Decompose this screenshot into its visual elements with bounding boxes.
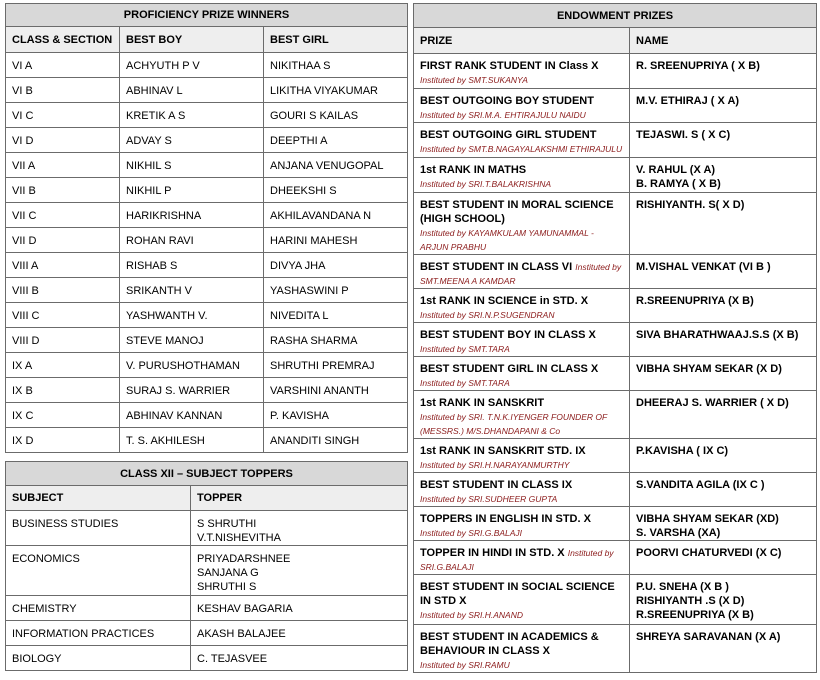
best-girl-cell: LIKITHA VIYAKUMAR bbox=[264, 78, 408, 103]
best-girl-cell: NIKITHAA S bbox=[264, 53, 408, 78]
winner-name: POORVI CHATURVEDI (X C) bbox=[636, 547, 782, 559]
winner-name: VIBHA SHYAM SEKAR (X D) bbox=[636, 363, 782, 375]
instituted-by: Instituted by SRI.H.ANAND bbox=[420, 610, 523, 620]
winner-name: S.VANDITA AGILA (IX C ) bbox=[636, 479, 765, 491]
instituted-by: Instituted by SMT.B.NAGAYALAKSHMI ETHIRAJULU bbox=[420, 144, 623, 154]
best-boy-cell: ACHYUTH P V bbox=[120, 53, 264, 78]
prize-cell bbox=[414, 323, 630, 357]
winner-name: M.VISHAL VENKAT (VI B ) bbox=[636, 261, 771, 273]
winner-cell bbox=[630, 625, 817, 673]
prize-title: BEST OUTGOING GIRL STUDENT bbox=[420, 129, 597, 141]
best-boy-cell: HARIKRISHNA bbox=[120, 203, 264, 228]
prize-cell bbox=[414, 89, 630, 123]
table-row bbox=[6, 303, 408, 328]
winner-cell bbox=[630, 54, 817, 89]
prize-title: TOPPERS IN ENGLISH IN STD. X bbox=[420, 513, 591, 525]
proficiency-prize-table bbox=[5, 3, 408, 453]
class-section-cell: VIII B bbox=[6, 278, 120, 303]
winner-name: SHREYA SARAVANAN (X A) bbox=[636, 631, 781, 643]
instituted-by: Instituted by SRI.H.NARAYANMURTHY bbox=[420, 460, 570, 470]
table-row bbox=[414, 289, 817, 323]
class-xii-title: CLASS XII – SUBJECT TOPPERS bbox=[6, 462, 408, 486]
topper-name: C. TEJASVEE bbox=[197, 653, 268, 665]
winner-name: RISHIYANTH .S (X D) bbox=[636, 595, 745, 607]
instituted-by: Instituted by SRI.N.P.SUGENDRAN bbox=[420, 310, 555, 320]
instituted-by: Instituted by SRI.G.BALAJI bbox=[420, 548, 614, 572]
col-topper: TOPPER bbox=[191, 486, 408, 511]
winner-name: V. RAHUL (X A) bbox=[636, 164, 716, 176]
table-row bbox=[6, 253, 408, 278]
winner-name: P.KAVISHA ( IX C) bbox=[636, 445, 729, 457]
prize-title: TOPPER IN HINDI IN STD. X bbox=[420, 547, 565, 559]
table-row bbox=[414, 391, 817, 439]
prize-title: BEST STUDENT GIRL IN CLASS X bbox=[420, 363, 599, 375]
table-row bbox=[6, 403, 408, 428]
best-boy-cell: NIKHIL S bbox=[120, 153, 264, 178]
winner-cell bbox=[630, 507, 817, 541]
table-row bbox=[414, 255, 817, 289]
instituted-by: Instituted by SMT.TARA bbox=[420, 344, 510, 354]
table-row bbox=[414, 625, 817, 673]
table-row bbox=[6, 621, 408, 646]
best-girl-cell: SHRUTHI PREMRAJ bbox=[264, 353, 408, 378]
prize-title: BEST STUDENT IN MORAL SCIENCE (HIGH SCHOOL) bbox=[420, 199, 614, 225]
best-boy-cell: ABHINAV KANNAN bbox=[120, 403, 264, 428]
best-girl-cell: AKHILAVANDANA N bbox=[264, 203, 408, 228]
col-class-section: CLASS & SECTION bbox=[6, 27, 120, 53]
table-row bbox=[6, 378, 408, 403]
endowment-title: ENDOWMENT PRIZES bbox=[414, 4, 817, 28]
class-section-cell: VI B bbox=[6, 78, 120, 103]
prize-title: BEST STUDENT IN CLASS VI bbox=[420, 261, 573, 273]
winner-cell bbox=[630, 575, 817, 625]
class-section-cell: VIII D bbox=[6, 328, 120, 353]
class-section-cell: IX B bbox=[6, 378, 120, 403]
class-section-cell: VI A bbox=[6, 53, 120, 78]
prize-cell bbox=[414, 289, 630, 323]
best-girl-cell: NIVEDITA L bbox=[264, 303, 408, 328]
best-boy-cell: KRETIK A S bbox=[120, 103, 264, 128]
class-section-cell: VI D bbox=[6, 128, 120, 153]
winner-name: R. SREENUPRIYA ( X B) bbox=[636, 60, 760, 72]
table-row bbox=[6, 153, 408, 178]
endowment-prizes-table bbox=[413, 3, 817, 673]
winner-cell bbox=[630, 439, 817, 473]
prize-title: BEST STUDENT IN ACADEMICS & BEHAVIOUR IN CLASS X bbox=[420, 631, 599, 657]
prize-cell bbox=[414, 193, 630, 255]
prize-title: BEST STUDENT IN CLASS IX bbox=[420, 479, 573, 491]
best-boy-cell: SURAJ S. WARRIER bbox=[120, 378, 264, 403]
table-row bbox=[414, 323, 817, 357]
table-row bbox=[6, 328, 408, 353]
prize-cell bbox=[414, 255, 630, 289]
best-girl-cell: RASHA SHARMA bbox=[264, 328, 408, 353]
prize-cell bbox=[414, 541, 630, 575]
winner-cell bbox=[630, 89, 817, 123]
instituted-by: Instituted by SMT.SUKANYA bbox=[420, 75, 528, 85]
winner-cell bbox=[630, 123, 817, 158]
prize-cell bbox=[414, 123, 630, 158]
prize-cell bbox=[414, 507, 630, 541]
best-girl-cell: VARSHINI ANANTH bbox=[264, 378, 408, 403]
best-boy-cell: ROHAN RAVI bbox=[120, 228, 264, 253]
table-row bbox=[414, 439, 817, 473]
winner-cell bbox=[630, 541, 817, 575]
topper-name: V.T.NISHEVITHA bbox=[197, 532, 281, 544]
winner-name: TEJASWI. S ( X C) bbox=[636, 129, 731, 141]
topper-cell bbox=[191, 646, 408, 671]
subject-cell: CHEMISTRY bbox=[6, 596, 191, 621]
prize-cell bbox=[414, 473, 630, 507]
subject-cell: BUSINESS STUDIES bbox=[6, 511, 191, 546]
table-row bbox=[6, 53, 408, 78]
table-row bbox=[6, 128, 408, 153]
prize-title: BEST OUTGOING BOY STUDENT bbox=[420, 95, 594, 107]
winner-name: VIBHA SHYAM SEKAR (XD) bbox=[636, 513, 779, 525]
col-subject: SUBJECT bbox=[6, 486, 191, 511]
table-row bbox=[6, 546, 408, 596]
instituted-by: Instituted by SMT.MEENA A KAMDAR bbox=[420, 262, 622, 286]
topper-name: SHRUTHI S bbox=[197, 581, 257, 593]
winner-cell bbox=[630, 158, 817, 193]
table-row bbox=[414, 54, 817, 89]
winner-name: DHEERAJ S. WARRIER ( X D) bbox=[636, 397, 789, 409]
instituted-by: Instituted by SRI. T.N.K.IYENGER FOUNDER OF (MESSRS.) M/S.DHANDAPANI & Co bbox=[420, 412, 608, 436]
winner-name: SIVA BHARATHWAAJ.S.S (X B) bbox=[636, 329, 799, 341]
class-section-cell: VI C bbox=[6, 103, 120, 128]
best-girl-cell: DHEEKSHI S bbox=[264, 178, 408, 203]
class-section-cell: VII D bbox=[6, 228, 120, 253]
prize-title: 1st RANK IN SANSKRIT STD. IX bbox=[420, 445, 586, 457]
col-name: NAME bbox=[630, 28, 817, 54]
table-row bbox=[6, 428, 408, 453]
prize-title: FIRST RANK STUDENT IN Class X bbox=[420, 60, 599, 72]
table-row bbox=[414, 89, 817, 123]
prize-cell bbox=[414, 575, 630, 625]
class-section-cell: IX D bbox=[6, 428, 120, 453]
table-row bbox=[414, 575, 817, 625]
best-girl-cell: DEEPTHI A bbox=[264, 128, 408, 153]
table-row bbox=[6, 511, 408, 546]
topper-cell bbox=[191, 546, 408, 596]
winner-cell bbox=[630, 255, 817, 289]
table-row bbox=[414, 158, 817, 193]
class-xii-toppers-table bbox=[5, 461, 408, 671]
winner-cell bbox=[630, 357, 817, 391]
table-row bbox=[6, 103, 408, 128]
topper-name: KESHAV BAGARIA bbox=[197, 603, 293, 615]
best-girl-cell: P. KAVISHA bbox=[264, 403, 408, 428]
best-boy-cell: YASHWANTH V. bbox=[120, 303, 264, 328]
best-boy-cell: RISHAB S bbox=[120, 253, 264, 278]
prize-cell bbox=[414, 439, 630, 473]
prize-title: 1st RANK IN MATHS bbox=[420, 164, 527, 176]
topper-name: PRIYADARSHNEE bbox=[197, 553, 291, 565]
winner-cell bbox=[630, 391, 817, 439]
topper-cell bbox=[191, 596, 408, 621]
prize-title: BEST STUDENT IN SOCIAL SCIENCE IN STD X bbox=[420, 581, 615, 607]
class-section-cell: VIII A bbox=[6, 253, 120, 278]
winner-cell bbox=[630, 289, 817, 323]
subject-cell: INFORMATION PRACTICES bbox=[6, 621, 191, 646]
table-row bbox=[414, 473, 817, 507]
instituted-by: Instituted by SRI.RAMU bbox=[420, 660, 510, 670]
best-girl-cell: HARINI MAHESH bbox=[264, 228, 408, 253]
best-boy-cell: SRIKANTH V bbox=[120, 278, 264, 303]
prize-title: 1st RANK IN SCIENCE in STD. X bbox=[420, 295, 589, 307]
proficiency-title: PROFICIENCY PRIZE WINNERS bbox=[6, 4, 408, 27]
table-row bbox=[6, 646, 408, 671]
instituted-by: Instituted by SRI.M.A. EHTIRAJULU NAIDU bbox=[420, 110, 586, 120]
prize-cell bbox=[414, 158, 630, 193]
best-boy-cell: V. PURUSHOTHAMAN bbox=[120, 353, 264, 378]
col-best-girl: BEST GIRL bbox=[264, 27, 408, 53]
table-row bbox=[6, 353, 408, 378]
prize-cell bbox=[414, 625, 630, 673]
table-row bbox=[6, 203, 408, 228]
winner-cell bbox=[630, 323, 817, 357]
class-section-cell: IX C bbox=[6, 403, 120, 428]
instituted-by: Instituted by SRI.SUDHEER GUPTA bbox=[420, 494, 558, 504]
best-girl-cell: ANJANA VENUGOPAL bbox=[264, 153, 408, 178]
winner-name: RISHIYANTH. S( X D) bbox=[636, 199, 745, 211]
topper-name: S SHRUTHI bbox=[197, 518, 257, 530]
table-row bbox=[6, 278, 408, 303]
table-row bbox=[6, 228, 408, 253]
prize-cell bbox=[414, 357, 630, 391]
best-girl-cell: GOURI S KAILAS bbox=[264, 103, 408, 128]
best-girl-cell: ANANDITI SINGH bbox=[264, 428, 408, 453]
topper-name: AKASH BALAJEE bbox=[197, 628, 286, 640]
instituted-by: Instituted by KAYAMKULAM YAMUNAMMAL - ARJUN PRABHU bbox=[420, 228, 594, 252]
table-row bbox=[414, 193, 817, 255]
winner-cell bbox=[630, 473, 817, 507]
winner-cell bbox=[630, 193, 817, 255]
class-section-cell: VII C bbox=[6, 203, 120, 228]
table-row bbox=[6, 78, 408, 103]
table-row bbox=[414, 357, 817, 391]
class-section-cell: VIII C bbox=[6, 303, 120, 328]
best-girl-cell: DIVYA JHA bbox=[264, 253, 408, 278]
best-boy-cell: ADVAY S bbox=[120, 128, 264, 153]
winner-name: M.V. ETHIRAJ ( X A) bbox=[636, 95, 740, 107]
prize-title: 1st RANK IN SANSKRIT bbox=[420, 397, 545, 409]
table-row bbox=[6, 178, 408, 203]
class-section-cell: VII A bbox=[6, 153, 120, 178]
table-row bbox=[6, 596, 408, 621]
best-boy-cell: T. S. AKHILESH bbox=[120, 428, 264, 453]
topper-name: SANJANA G bbox=[197, 567, 259, 579]
topper-cell bbox=[191, 511, 408, 546]
instituted-by: Instituted by SRI.T.BALAKRISHNA bbox=[420, 179, 552, 189]
best-boy-cell: STEVE MANOJ bbox=[120, 328, 264, 353]
winner-name: S. VARSHA (XA) bbox=[636, 527, 721, 539]
winner-name: P.U. SNEHA (X B ) bbox=[636, 581, 729, 593]
best-girl-cell: YASHASWINI P bbox=[264, 278, 408, 303]
table-row bbox=[414, 507, 817, 541]
topper-cell bbox=[191, 621, 408, 646]
winner-name: R.SREENUPRIYA (X B) bbox=[636, 609, 754, 621]
table-row bbox=[414, 123, 817, 158]
instituted-by: Instituted by SRI.G.BALAJI bbox=[420, 528, 523, 538]
prize-cell bbox=[414, 54, 630, 89]
class-section-cell: VII B bbox=[6, 178, 120, 203]
prize-cell bbox=[414, 391, 630, 439]
class-section-cell: IX A bbox=[6, 353, 120, 378]
winner-name: R.SREENUPRIYA (X B) bbox=[636, 295, 754, 307]
col-prize: PRIZE bbox=[414, 28, 630, 54]
best-boy-cell: NIKHIL P bbox=[120, 178, 264, 203]
subject-cell: BIOLOGY bbox=[6, 646, 191, 671]
col-best-boy: BEST BOY bbox=[120, 27, 264, 53]
instituted-by: Instituted by SMT.TARA bbox=[420, 378, 510, 388]
winner-name: B. RAMYA ( X B) bbox=[636, 178, 721, 190]
table-row bbox=[414, 541, 817, 575]
subject-cell: ECONOMICS bbox=[6, 546, 191, 596]
prize-title: BEST STUDENT BOY IN CLASS X bbox=[420, 329, 596, 341]
best-boy-cell: ABHINAV L bbox=[120, 78, 264, 103]
